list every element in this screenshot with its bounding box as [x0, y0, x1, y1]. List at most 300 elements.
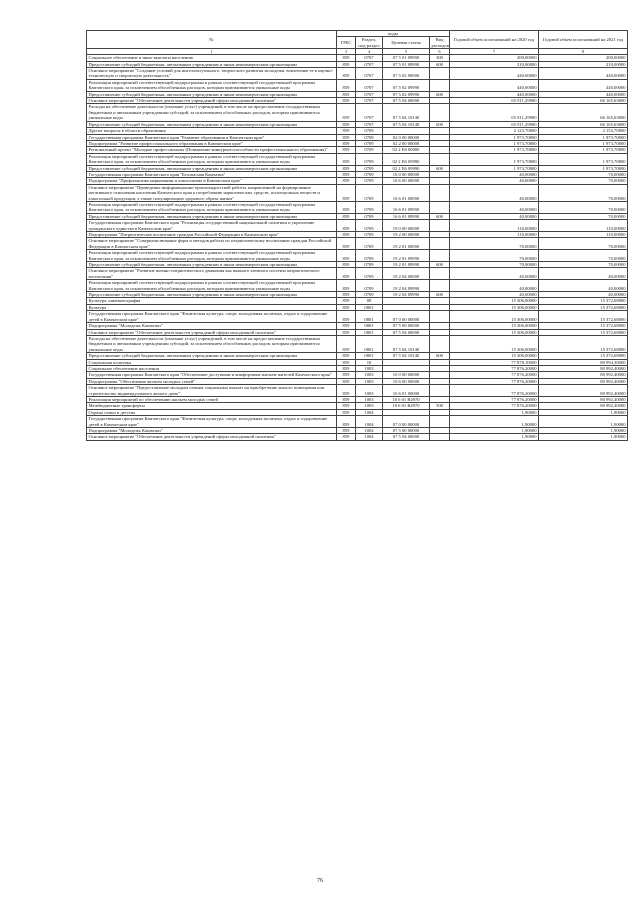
cell-grbs: 859: [337, 409, 356, 415]
cell-amount-2020: 77 876,20000: [450, 365, 539, 371]
cell-section: 0801: [356, 304, 383, 310]
cell-section: 0709: [356, 165, 383, 171]
cell-vid: [430, 335, 450, 352]
cell-amount-2020: 70,00000: [450, 238, 539, 250]
cell-amount-2020: 15 306,00000: [450, 353, 539, 359]
header-index-cell: 6: [430, 49, 450, 55]
cell-grbs: 859: [337, 292, 356, 298]
cell-amount-2021: 1,90000: [539, 409, 628, 415]
cell-amount-2020: 40,00000: [450, 280, 539, 292]
cell-target: 19 2 01 00000: [383, 238, 430, 250]
cell-grbs: 859: [337, 311, 356, 323]
cell-grbs: 859: [337, 178, 356, 184]
cell-grbs: 859: [337, 91, 356, 97]
cell-section: 1003: [356, 378, 383, 384]
cell-amount-2021: 15 372,68800: [539, 323, 628, 329]
cell-section: 0709: [356, 280, 383, 292]
cell-grbs: 859: [337, 335, 356, 352]
cell-amount-2020: 110,00000: [450, 220, 539, 232]
cell-amount-2021: 1 973,70800: [539, 165, 628, 171]
cell-name: Реализация мероприятий соответствующей подпрограммы в рамках соответствующей государственной программы Камчатского края, за исключением обособленных расходов, которым присваиваются уникальные коды: [87, 79, 337, 91]
cell-section: 0801: [356, 335, 383, 352]
cell-amount-2020: 40,00000: [450, 178, 539, 184]
cell-grbs: 859: [337, 55, 356, 61]
cell-vid: 300: [430, 55, 450, 61]
cell-vid: [430, 220, 450, 232]
cell-target: 19 2 01 09990: [383, 262, 430, 268]
cell-name: Расходы на обеспечение деятельности (оказание услуг) учреждений, в том числе на предоставление государственным бюджетным и автономным учреждениям субсидий, за исключением обособленных расходов, которым присваиваются уникальные коды: [87, 104, 337, 121]
cell-name: Государственная программа Камчатского края "Обеспечение доступным и комфортным жильем жителей Камчатского края": [87, 372, 337, 378]
cell-section: 1003: [356, 372, 383, 378]
cell-name: Предоставление субсидий бюджетным, автономным учреждениям и иным некоммерческим организациям: [87, 91, 337, 97]
cell-amount-2020: 40,00000: [450, 268, 539, 280]
cell-name: Предоставление субсидий бюджетным, автономным учреждениям и иным некоммерческим организациям: [87, 213, 337, 219]
cell-amount-2020: 70,00000: [450, 262, 539, 268]
cell-vid: 600: [430, 213, 450, 219]
cell-amount-2020: 200,00000: [450, 55, 539, 61]
cell-amount-2021: 80 992,40000: [539, 378, 628, 384]
cell-amount-2021: 80 992,40000: [539, 372, 628, 378]
cell-name: Основное мероприятие "Обеспечение деятельности учреждений сферы молодежной политики": [87, 329, 337, 335]
cell-section: 1004: [356, 428, 383, 434]
cell-amount-2020: 77 876,20000: [450, 385, 539, 397]
header-index-cell: 5: [383, 49, 430, 55]
cell-amount-2020: 40,00000: [450, 184, 539, 201]
cell-name: Государственная программа Камчатского края "Безопасная Камчатка": [87, 171, 337, 177]
cell-amount-2021: 70,00000: [539, 238, 628, 250]
cell-amount-2021: 2 153,70800: [539, 128, 628, 134]
cell-amount-2020: 2 123,70800: [450, 128, 539, 134]
cell-grbs: 859: [337, 434, 356, 440]
cell-amount-2020: 15 306,00000: [450, 329, 539, 335]
cell-amount-2020: 440,00000: [450, 79, 539, 91]
cell-name: Государственная программа Камчатского края "Реализация государственной национальной политики и укрепление гражданского единства в Камчатском крае": [87, 220, 337, 232]
cell-target: 07 5 01 09990: [383, 61, 430, 67]
cell-amount-2020: 210,00000: [450, 61, 539, 67]
cell-vid: [430, 416, 450, 428]
cell-target: 10 6 01 R4970: [383, 403, 430, 409]
cell-target: 10 6 00 00000: [383, 378, 430, 384]
table-row: [87, 250, 628, 262]
cell-vid: [430, 250, 450, 262]
cell-name: Расходы на обеспечение деятельности (оказание услуг) учреждений, в том числе на предоставление государственным бюджетным и автономным учреждениям субсидий, за исключением обособленных расходов, которым присваиваются уникальные коды: [87, 335, 337, 352]
cell-name: Предоставление субсидий бюджетным, автономным учреждениям и иным некоммерческим организациям: [87, 262, 337, 268]
page-number: 76: [317, 878, 323, 884]
cell-section: 0709: [356, 220, 383, 232]
cell-amount-2021: 110,00000: [539, 220, 628, 232]
cell-amount-2021: 80 992,40000: [539, 385, 628, 397]
table-row: [87, 335, 628, 352]
cell-grbs: 859: [337, 262, 356, 268]
cell-target: 19 2 04 00000: [383, 268, 430, 280]
cell-section: 1003: [356, 365, 383, 371]
cell-section: 0709: [356, 153, 383, 165]
cell-name: Подпрограмма "Обеспечение жильем молодых семей": [87, 378, 337, 384]
cell-vid: 600: [430, 61, 450, 67]
cell-vid: [430, 280, 450, 292]
cell-target: 07 5 00 00000: [383, 323, 430, 329]
cell-amount-2020: 65 911,29900: [450, 121, 539, 127]
table-body: [87, 55, 628, 441]
cell-grbs: 859: [337, 280, 356, 292]
cell-target: 16 6 01 09990: [383, 213, 430, 219]
table-row: [87, 68, 628, 80]
cell-section: 0709: [356, 184, 383, 201]
header-index-cell: 7: [450, 49, 539, 55]
header-year-2020: Годовой объем ассигнований на 2020 год: [450, 31, 539, 49]
cell-amount-2021: 1 973,70800: [539, 153, 628, 165]
header-index-cell: 8: [539, 49, 628, 55]
cell-name: Социальное обеспечение и иные выплаты населению: [87, 55, 337, 61]
cell-grbs: 859: [337, 147, 356, 153]
cell-amount-2021: 15 372,68800: [539, 311, 628, 323]
cell-amount-2021: 440,00000: [539, 79, 628, 91]
cell-amount-2020: 65 911,29900: [450, 104, 539, 121]
cell-amount-2020: 1 973,70800: [450, 134, 539, 140]
cell-target: 19 2 00 00000: [383, 232, 430, 238]
table-row: [87, 104, 628, 121]
cell-target: 07 5 04 10140: [383, 104, 430, 121]
cell-vid: 600: [430, 353, 450, 359]
cell-vid: 600: [430, 165, 450, 171]
cell-name: Культура, кинематография: [87, 298, 337, 304]
cell-grbs: 859: [337, 128, 356, 134]
cell-amount-2021: 80 994,30000: [539, 359, 628, 365]
cell-section: 1003: [356, 385, 383, 397]
cell-amount-2020: 15 306,00000: [450, 323, 539, 329]
cell-amount-2021: 40,00000: [539, 292, 628, 298]
cell-section: 0709: [356, 268, 383, 280]
cell-target: 07 5 04 10140: [383, 353, 430, 359]
cell-name: Основное мероприятие "Создание условий для интеллектуального, творческого развития молодежи, вовлечение ее в научно-техническую и творческую деятельность": [87, 68, 337, 80]
table-row: [87, 280, 628, 292]
cell-amount-2021: 66 165,63800: [539, 104, 628, 121]
cell-target: 10 6 01 R4970: [383, 396, 430, 402]
table-row: [87, 311, 628, 323]
cell-amount-2020: 110,00000: [450, 232, 539, 238]
cell-grbs: 859: [337, 298, 356, 304]
header-codes: коды: [337, 31, 450, 37]
cell-target: 07 5 04 00000: [383, 329, 430, 335]
cell-amount-2021: 70,00000: [539, 250, 628, 262]
cell-amount-2021: 15 372,68800: [539, 329, 628, 335]
cell-amount-2020: 1 973,70800: [450, 165, 539, 171]
cell-amount-2021: 1,90000: [539, 416, 628, 428]
cell-amount-2021: 110,00000: [539, 232, 628, 238]
cell-amount-2021: 70,00000: [539, 201, 628, 213]
cell-section: 0709: [356, 262, 383, 268]
cell-name: Другие вопросы в области образования: [87, 128, 337, 134]
cell-amount-2021: 66 165,63800: [539, 98, 628, 104]
cell-amount-2021: 70,00000: [539, 178, 628, 184]
cell-target: 10 6 01 00000: [383, 385, 430, 397]
cell-grbs: 859: [337, 416, 356, 428]
cell-name: Подпрограмма "Профилактика наркомании и алкоголизма в Камчатском крае": [87, 178, 337, 184]
table-header: [87, 31, 628, 55]
cell-grbs: 859: [337, 98, 356, 104]
cell-grbs: 859: [337, 184, 356, 201]
cell-grbs: 859: [337, 372, 356, 378]
cell-section: 0709: [356, 178, 383, 184]
cell-grbs: 859: [337, 385, 356, 397]
cell-grbs: 859: [337, 104, 356, 121]
cell-vid: [430, 79, 450, 91]
cell-vid: [430, 184, 450, 201]
cell-section: 0801: [356, 323, 383, 329]
cell-section: 08: [356, 298, 383, 304]
cell-grbs: 859: [337, 165, 356, 171]
cell-target: 07 5 04 10140: [383, 121, 430, 127]
cell-name: Предоставление субсидий бюджетным, автономным учреждениям и иным некоммерческим организациям: [87, 61, 337, 67]
cell-amount-2021: 1 973,70800: [539, 134, 628, 140]
cell-section: 0707: [356, 121, 383, 127]
cell-amount-2020: 40,00000: [450, 171, 539, 177]
cell-name: Реализация мероприятий соответствующей подпрограммы в рамках соответствующей государственной программы Камчатского края, за исключением обособленных расходов, которым присваиваются уникальные коды: [87, 250, 337, 262]
cell-target: 19 2 04 09990: [383, 280, 430, 292]
cell-amount-2020: 77 876,20000: [450, 403, 539, 409]
cell-vid: [430, 434, 450, 440]
cell-amount-2021: 15 372,68800: [539, 335, 628, 352]
cell-amount-2021: 15 372,68800: [539, 353, 628, 359]
cell-amount-2020: 77 876,20000: [450, 378, 539, 384]
cell-target: 02 2 E6 09990: [383, 165, 430, 171]
cell-target: 07 5 01 09990: [383, 55, 430, 61]
cell-name: Основное мероприятие "Обеспечение деятельности учреждений сферы молодежной политики": [87, 98, 337, 104]
cell-name: Подпрограмма "Патриотическое воспитание граждан Российской Федерации в Камчатском крае": [87, 232, 337, 238]
cell-name: Основное мероприятие "Проведение информационно-пропагандистской работы, направленной на формирование негативного отношения населения Камчатского края к потреблению наркотических средств, психотропных веществ и алкогольной продукции, а также популяризацию здорового образа жизни": [87, 184, 337, 201]
cell-section: 0801: [356, 311, 383, 323]
cell-target: 07 5 04 00000: [383, 434, 430, 440]
cell-amount-2020: 1,90000: [450, 416, 539, 428]
cell-vid: [430, 68, 450, 80]
cell-section: 1004: [356, 409, 383, 415]
cell-amount-2021: 40,00000: [539, 280, 628, 292]
cell-target: 16 6 00 00000: [383, 178, 430, 184]
table-row: [87, 153, 628, 165]
cell-section: 1003: [356, 396, 383, 402]
cell-section: 0707: [356, 79, 383, 91]
header-year-2021: Годовой объем ассигнований на 2021 год: [539, 31, 628, 49]
table-row: [87, 201, 628, 213]
header-target: Целевая статья: [383, 37, 430, 49]
cell-amount-2020: 77 876,20000: [450, 372, 539, 378]
cell-target: 02 2 00 00000: [383, 140, 430, 146]
cell-name: Государственная программа Камчатского края "Физическая культура, спорт, молодежная политика, отдых и оздоровление детей в Камчатском крае": [87, 416, 337, 428]
cell-vid: [430, 238, 450, 250]
cell-amount-2020: 1,90000: [450, 409, 539, 415]
cell-vid: [430, 104, 450, 121]
cell-grbs: 859: [337, 428, 356, 434]
cell-amount-2021: 70,00000: [539, 171, 628, 177]
cell-amount-2021: 1 973,70800: [539, 140, 628, 146]
header-grbs: ГРБС: [337, 37, 356, 49]
cell-amount-2021: 80 992,40000: [539, 403, 628, 409]
header-section: Раздел, под-раздел: [356, 37, 383, 49]
cell-name: Культура: [87, 304, 337, 310]
cell-section: 1004: [356, 434, 383, 440]
cell-amount-2021: 1,90000: [539, 434, 628, 440]
table-row: [87, 416, 628, 428]
cell-name: Межбюджетные трансферты: [87, 403, 337, 409]
cell-section: 0709: [356, 134, 383, 140]
cell-name: Реализация мероприятий соответствующей подпрограммы в рамках соответствующей государственной программы Камчатского края, за исключением обособленных расходов, которым присваиваются уникальные коды: [87, 280, 337, 292]
cell-section: 0709: [356, 232, 383, 238]
cell-amount-2020: 1,90000: [450, 428, 539, 434]
cell-vid: 600: [430, 121, 450, 127]
cell-section: 1004: [356, 416, 383, 428]
cell-target: 07 5 02 09990: [383, 79, 430, 91]
cell-vid: [430, 153, 450, 165]
cell-section: 0709: [356, 292, 383, 298]
cell-section: 0709: [356, 238, 383, 250]
cell-amount-2021: 80 992,40000: [539, 396, 628, 402]
cell-section: 0707: [356, 91, 383, 97]
cell-amount-2020: 15 306,00000: [450, 298, 539, 304]
cell-target: 02 2 E6 09990: [383, 153, 430, 165]
cell-vid: [430, 311, 450, 323]
budget-table: [86, 30, 628, 441]
cell-target: 02 2 E6 00000: [383, 147, 430, 153]
cell-target: 19 0 00 00000: [383, 220, 430, 232]
cell-name: Охрана семьи и детства: [87, 409, 337, 415]
cell-grbs: 859: [337, 323, 356, 329]
cell-name: Государственная программа Камчатского края "Физическая культура, спорт, молодежная политика, отдых и оздоровление детей в Камчатском крае": [87, 311, 337, 323]
cell-name: Основное мероприятие "Развитие военно-патриотического движения как важного элемента системы патриотического воспитания": [87, 268, 337, 280]
cell-section: 1003: [356, 403, 383, 409]
cell-amount-2021: 440,00000: [539, 68, 628, 80]
cell-amount-2020: 440,00000: [450, 68, 539, 80]
cell-section: 0801: [356, 353, 383, 359]
cell-section: 0709: [356, 250, 383, 262]
cell-target: 19 2 01 09990: [383, 250, 430, 262]
cell-amount-2021: 1 973,70800: [539, 147, 628, 153]
cell-amount-2021: 15 372,68800: [539, 298, 628, 304]
cell-target: 16 6 01 09990: [383, 201, 430, 213]
cell-amount-2020: 40,00000: [450, 213, 539, 219]
cell-vid: [430, 268, 450, 280]
cell-name: Предоставление субсидий бюджетным, автономным учреждениям и иным некоммерческим организациям: [87, 121, 337, 127]
cell-grbs: 859: [337, 171, 356, 177]
cell-grbs: 859: [337, 79, 356, 91]
header-vid: Вид расходов: [431, 37, 449, 48]
table-row: [87, 434, 628, 440]
cell-name: Реализация мероприятий по обеспечению жильем молодых семей: [87, 396, 337, 402]
cell-grbs: 859: [337, 68, 356, 80]
cell-amount-2020: 40,00000: [450, 201, 539, 213]
cell-amount-2021: 70,00000: [539, 213, 628, 219]
cell-section: 0709: [356, 213, 383, 219]
cell-grbs: 859: [337, 365, 356, 371]
cell-grbs: 859: [337, 268, 356, 280]
cell-target: 07 5 02 09990: [383, 91, 430, 97]
cell-amount-2020: 1 973,70800: [450, 140, 539, 146]
cell-amount-2021: 70,00000: [539, 262, 628, 268]
cell-section: 0801: [356, 329, 383, 335]
cell-grbs: 859: [337, 153, 356, 165]
cell-name: Предоставление субсидий бюджетным, автономным учреждениям и иным некоммерческим организациям: [87, 292, 337, 298]
cell-target: 16 6 01 00000: [383, 184, 430, 201]
cell-name: Основное мероприятие "Предоставление молодым семьям социальных выплат на приобретение жилого помещения или строительство индивидуального жилого дома": [87, 385, 337, 397]
cell-name: Подпрограмма "Развитие профессионального образования в Камчатском крае": [87, 140, 337, 146]
table-row: [87, 220, 628, 232]
cell-name: Реализация мероприятий соответствующей подпрограммы в рамках соответствующей государственной программы Камчатского края, за исключением обособленных расходов, которым присваиваются уникальные коды: [87, 153, 337, 165]
cell-section: 0709: [356, 128, 383, 134]
cell-amount-2021: 70,00000: [539, 184, 628, 201]
cell-grbs: 859: [337, 396, 356, 402]
cell-grbs: 859: [337, 201, 356, 213]
cell-vid: 600: [430, 91, 450, 97]
cell-amount-2021: 66 165,63800: [539, 121, 628, 127]
cell-grbs: 859: [337, 329, 356, 335]
cell-grbs: 859: [337, 121, 356, 127]
cell-amount-2021: 1,90000: [539, 428, 628, 434]
cell-amount-2021: 200,00000: [539, 55, 628, 61]
table-row: [87, 79, 628, 91]
cell-name: Основное мероприятие "Обеспечение деятельности учреждений сферы молодежной политики": [87, 434, 337, 440]
cell-grbs: 859: [337, 232, 356, 238]
cell-vid: [430, 385, 450, 397]
cell-grbs: 859: [337, 213, 356, 219]
cell-section: 0707: [356, 55, 383, 61]
cell-amount-2020: 1,90000: [450, 434, 539, 440]
cell-target: 07 5 04 00000: [383, 98, 430, 104]
cell-amount-2021: 80 992,40000: [539, 365, 628, 371]
cell-target: 07 5 02 00000: [383, 68, 430, 80]
cell-target: 07 0 00 00000: [383, 416, 430, 428]
cell-target: 02 0 00 00000: [383, 134, 430, 140]
cell-section: 10: [356, 359, 383, 365]
table-row: [87, 184, 628, 201]
cell-target: 07 0 00 00000: [383, 311, 430, 323]
cell-grbs: 859: [337, 353, 356, 359]
cell-amount-2020: 40,00000: [450, 292, 539, 298]
cell-target: 10 0 00 00000: [383, 372, 430, 378]
cell-target: 07 5 04 10140: [383, 335, 430, 352]
cell-grbs: 859: [337, 238, 356, 250]
cell-section: 0709: [356, 201, 383, 213]
cell-amount-2020: 65 911,29900: [450, 98, 539, 104]
cell-target: 07 5 00 00000: [383, 428, 430, 434]
cell-grbs: 859: [337, 359, 356, 365]
cell-amount-2020: 77 878,10000: [450, 359, 539, 365]
cell-amount-2021: 40,00000: [539, 268, 628, 280]
header-index-cell: 4: [356, 49, 383, 55]
cell-section: 0707: [356, 68, 383, 80]
cell-name: Реализация мероприятий соответствующей подпрограммы в рамках соответствующей государственной программы Камчатского края, за исключением обособленных расходов, которым присваиваются уникальные коды: [87, 201, 337, 213]
cell-grbs: 859: [337, 403, 356, 409]
cell-amount-2020: 70,00000: [450, 250, 539, 262]
cell-section: 0707: [356, 61, 383, 67]
cell-amount-2020: 1 973,70800: [450, 153, 539, 165]
cell-section: 0709: [356, 147, 383, 153]
cell-amount-2020: 15 306,00000: [450, 304, 539, 310]
header-num: №: [87, 31, 337, 49]
cell-name: Государственная программа Камчатского края "Развитие образования в Камчатском крае": [87, 134, 337, 140]
cell-name: Социальное обеспечение населения: [87, 365, 337, 371]
cell-name: Предоставление субсидий бюджетным, автономным учреждениям и иным некоммерческим организациям: [87, 353, 337, 359]
cell-name: Социальная политика: [87, 359, 337, 365]
table-row: [87, 238, 628, 250]
budget-sheet: [86, 30, 627, 441]
cell-amount-2021: 210,00000: [539, 61, 628, 67]
cell-section: 0709: [356, 140, 383, 146]
cell-grbs: 859: [337, 220, 356, 232]
cell-name: Подпрограмма "Молодежь Камчатки": [87, 323, 337, 329]
header-index-cell: 3: [337, 49, 356, 55]
cell-grbs: 859: [337, 378, 356, 384]
cell-name: Региональный проект "Молодые профессионалы (Повышение конкурентоспособности профессионального образования)": [87, 147, 337, 153]
cell-vid: 500: [430, 403, 450, 409]
